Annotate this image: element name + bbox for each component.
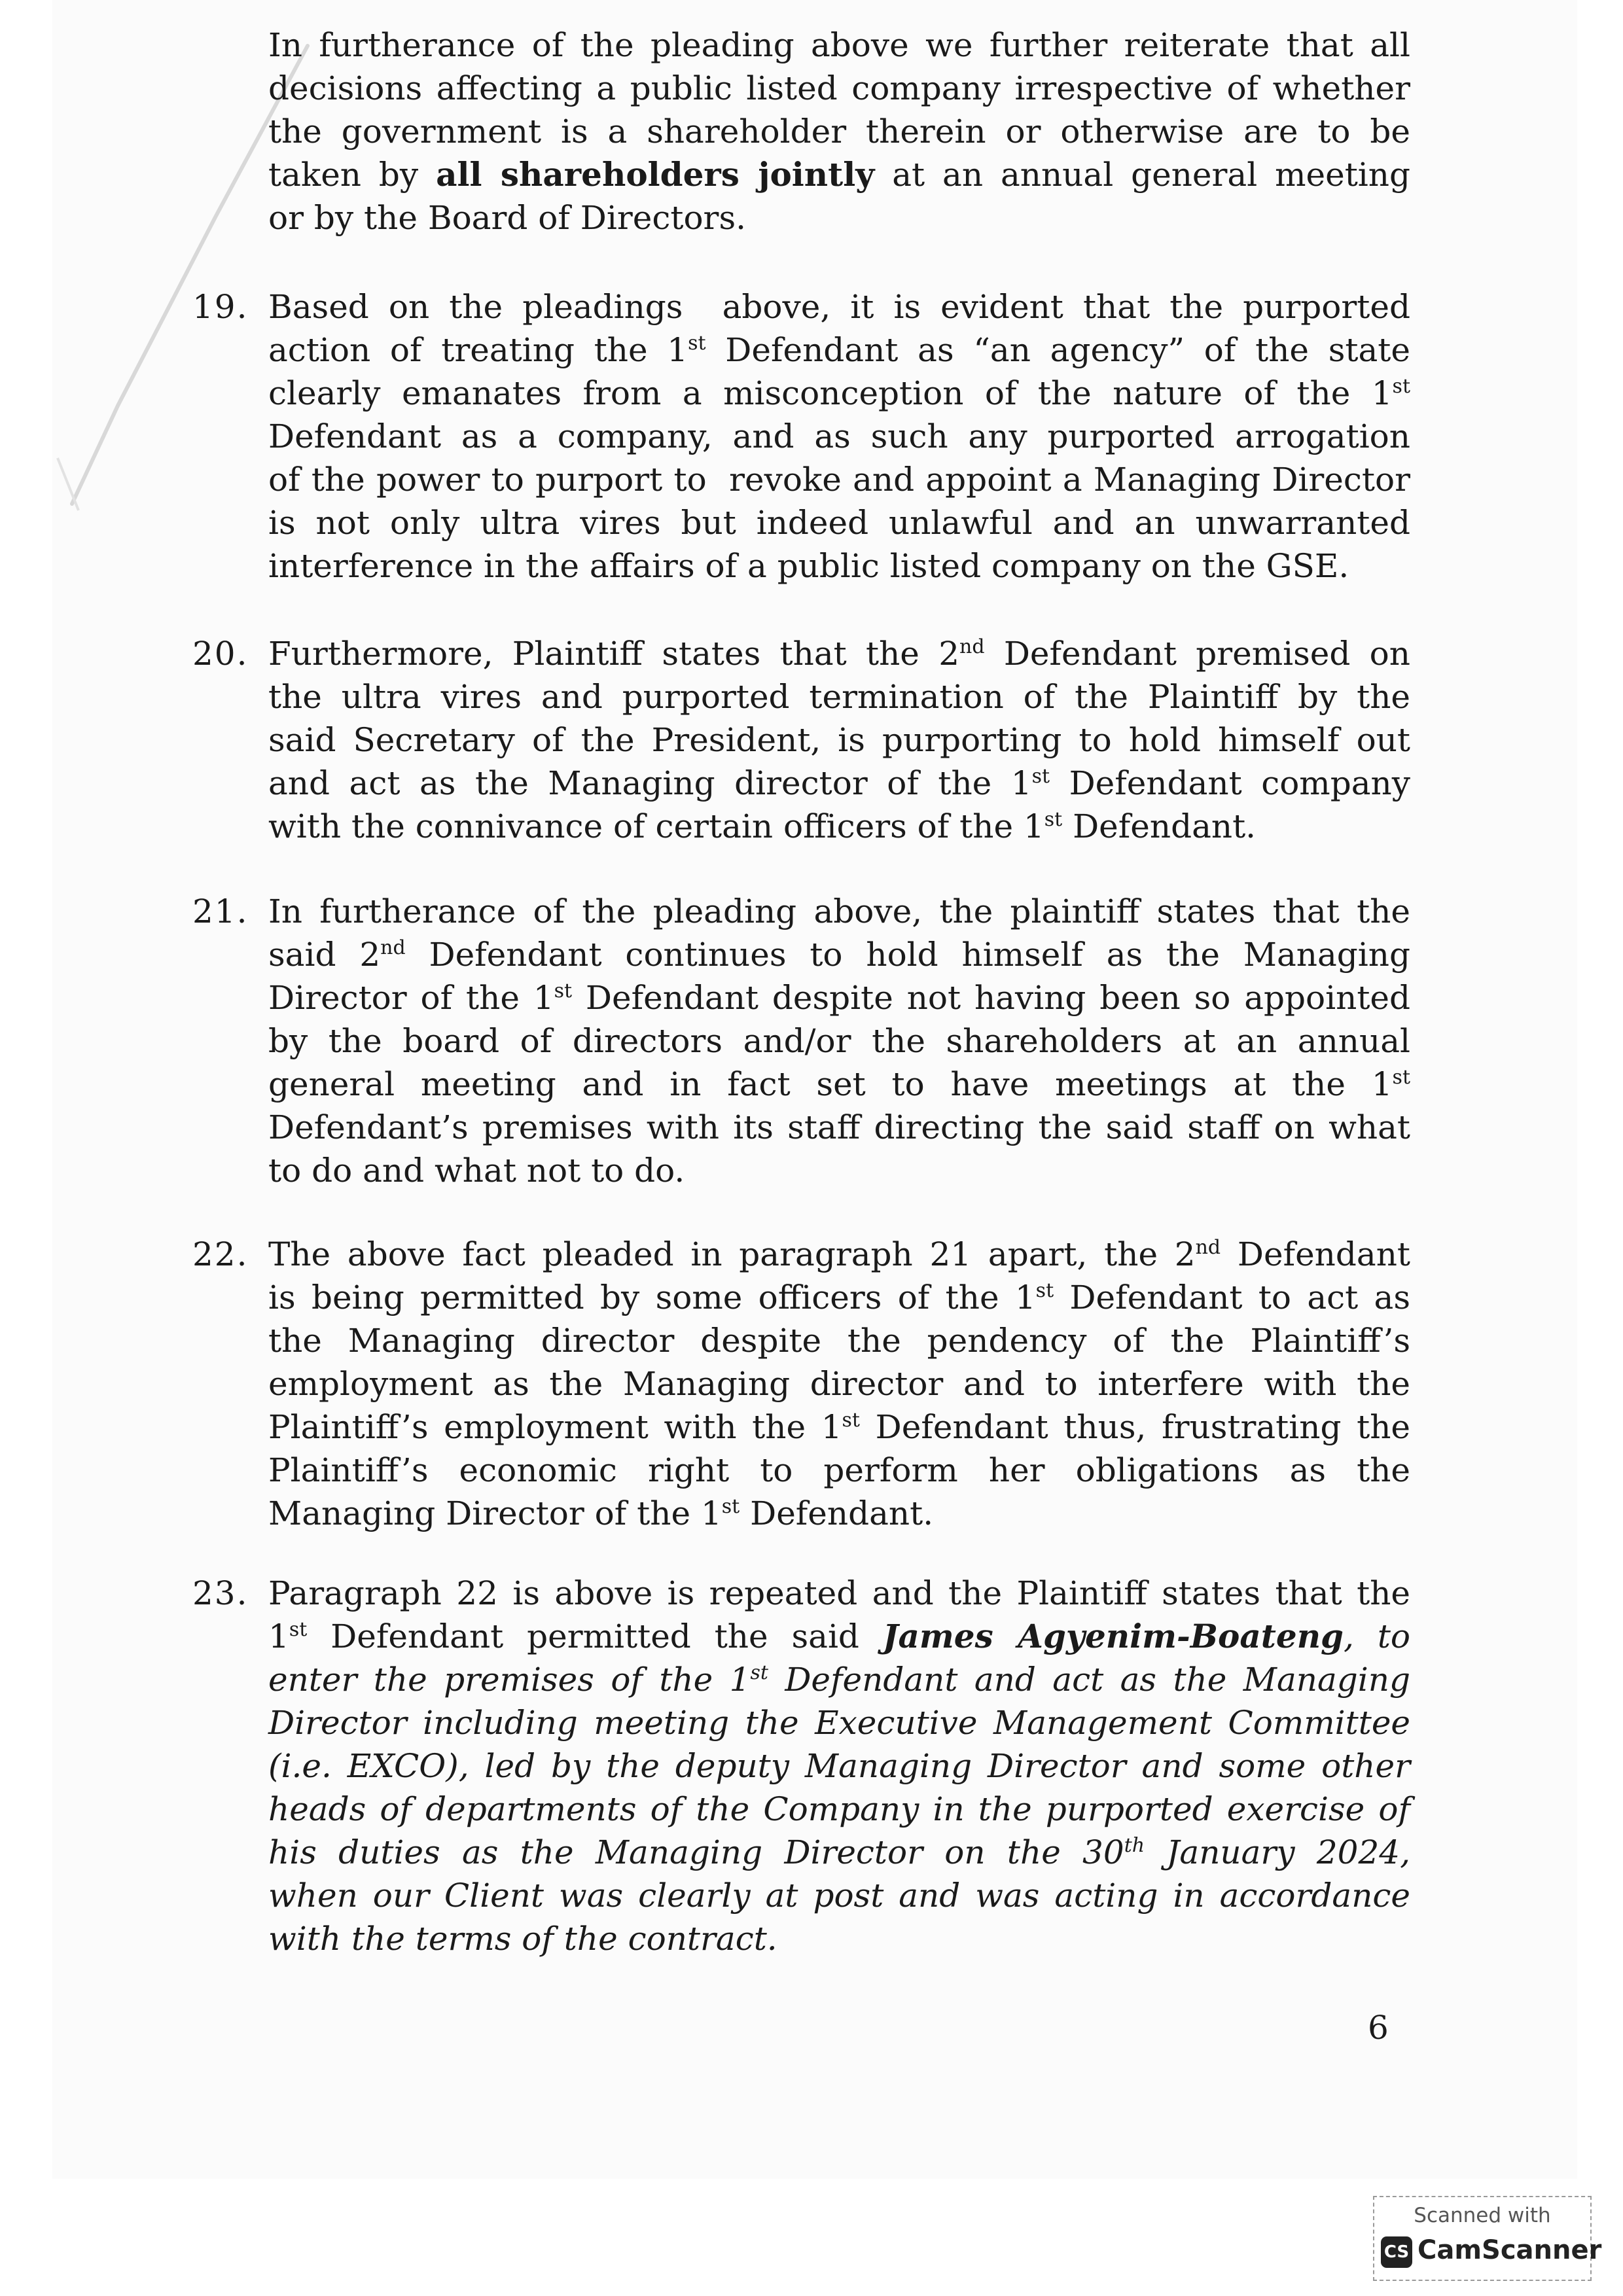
text-run: In furtherance of the pleading above, the plaintiff states that the [268,892,1410,930]
text-run: 1 [268,1617,289,1655]
paragraph-number: 23. [192,1574,249,1612]
text-run: all shareholders jointly [436,155,875,194]
text-line [268,976,1410,1019]
text-line [268,933,1410,976]
text-run: st [721,1495,740,1518]
text-line [268,1233,1410,1276]
text-line [268,153,1410,196]
text-run: is being permitted by some officers of the 1 [268,1279,1036,1316]
text-run: Defendant thus, frustrating the [859,1408,1410,1446]
text-run: with the connivance of certain officers of the 1 [268,807,1044,845]
text-line [268,1019,1410,1063]
text-run: employment as the Managing director and to interfere with the [268,1365,1410,1403]
text-run: and act as the Managing director of the 1 [268,764,1032,802]
text-line [268,1874,1410,1917]
text-run: said Secretary of the President, is purporting to hold himself out [268,721,1410,759]
text-run: Managing Director of the 1 [268,1494,722,1532]
text-run: nd [1195,1236,1221,1259]
text-line [268,1492,1410,1535]
paragraph-continued [268,24,1410,239]
text-line [268,110,1410,153]
text-line [268,67,1410,110]
text-run: Plaintiff’s employment with the 1 [268,1408,842,1446]
text-run: said 2 [268,936,381,974]
paragraph-number: 20. [192,635,249,673]
text-run: Defendant. [1062,807,1257,845]
text-run: Director including meeting the Executive Management Committee [268,1704,1410,1742]
text-run: Defendant and act as the Managing [768,1661,1411,1699]
paragraph-number: 22. [192,1235,249,1273]
text-line [268,675,1410,718]
text-run: with the terms of the contract. [268,1920,777,1958]
paragraph-22 [192,1233,1411,1535]
text-line [268,762,1410,805]
text-run: of the power to purport to revoke and appoint a Managing Director [268,461,1410,499]
text-line [268,285,1410,328]
text-line [268,1405,1410,1449]
text-run: or by the Board of Directors. [268,199,747,237]
text-run: st [842,1409,860,1432]
text-line [268,1063,1410,1106]
camscanner-logo-icon: CS [1381,2236,1412,2268]
watermark-caption: Scanned with [1414,2204,1551,2227]
text-line [268,1106,1410,1149]
text-run: st [1044,808,1063,831]
text-run: st [1392,375,1410,398]
text-run: taken by [268,156,437,194]
camscanner-watermark [1373,2196,1602,2281]
text-line [268,1362,1410,1405]
text-run: the Managing director despite the pendency of the Plaintiff’s [268,1322,1410,1360]
text-run: nd [380,936,406,959]
paragraph-20 [192,632,1410,848]
text-line [268,458,1410,501]
text-run: enter the premises of the 1 [268,1661,751,1699]
text-line [268,196,1410,239]
text-run: Plaintiff’s economic right to perform her obligations as the [268,1451,1410,1489]
text-run: clearly emanates from a misconception of the nature of the 1 [268,374,1393,412]
text-line [268,372,1410,415]
text-line [268,890,1410,933]
text-run: Defendant permitted the said [307,1617,883,1655]
text-run: is not only ultra vires but indeed unlawful and an unwarranted [268,504,1410,542]
text-run: the government is a shareholder therein or otherwise are to be [268,113,1410,150]
text-run: general meeting and in fact set to have meetings at the 1 [268,1065,1393,1103]
text-run: , to [1344,1617,1411,1655]
text-run: action of treating the 1 [268,331,688,369]
text-run: Defendant’s premises with its staff directing the said staff on what [268,1108,1410,1146]
text-run: Director of the 1 [268,979,554,1017]
text-run: Furthermore, Plaintiff states that the 2 [268,635,960,673]
text-line [268,1149,1410,1192]
paragraph-number: 19. [192,288,249,326]
text-line [268,1276,1410,1319]
text-line [268,805,1410,848]
text-line [268,1917,1410,1960]
text-run: Defendant despite not having been so appointed [572,979,1411,1017]
text-run: Defendant. [740,1494,934,1532]
watermark-brand: CamScanner [1418,2235,1602,2265]
text-run: st [554,980,573,1002]
text-line [268,328,1410,372]
text-run: st [750,1661,768,1684]
text-run: Defendant to act as [1054,1279,1411,1316]
text-line [268,1831,1410,1874]
text-line [268,1572,1410,1615]
paragraph-number: 21. [192,892,249,930]
text-line [268,24,1410,67]
text-line [268,632,1410,675]
text-line [268,1615,1410,1658]
text-run: st [688,332,706,355]
text-run: Defendant premised on [984,635,1410,673]
text-run: Paragraph 22 is above is repeated and the Plaintiff states that the [268,1574,1410,1612]
text-run: Defendant continues to hold himself as the Managing [405,936,1410,974]
text-run: (i.e. EXCO), led by the deputy Managing Director and some other [268,1747,1410,1785]
text-run: The above fact pleaded in paragraph 21 apart, the 2 [268,1235,1196,1273]
text-run: decisions affecting a public listed company irrespective of whether [268,69,1410,107]
text-line [268,1449,1410,1492]
text-run: Defendant as a company, and as such any purported arrogation [268,417,1410,455]
text-line [268,1788,1410,1831]
text-line [268,1319,1410,1362]
text-run: st [1035,1279,1054,1302]
text-run: to do and what not to do. [268,1152,685,1190]
text-run: Defendant as “an agency” of the state [705,331,1410,369]
text-line [268,718,1410,762]
paragraph-21 [192,890,1411,1192]
text-run: st [1392,1066,1410,1089]
text-run: heads of departments of the Company in the purported exercise of [268,1790,1410,1828]
text-run: James Agyenim-Boateng [882,1617,1344,1655]
text-run: when our Client was clearly at post and was acting in accordance [268,1877,1410,1915]
text-run: at an annual general meeting [874,156,1410,194]
text-run: his duties as the Managing Director on the 30 [268,1833,1124,1871]
text-run: Based on the pleadings above, it is evident that the purported [268,288,1410,326]
page-number: 6 [1368,2009,1389,2047]
text-run: January 2024, [1145,1833,1410,1871]
paragraph-23 [192,1572,1411,1960]
text-line [268,415,1410,458]
text-run: interference in the affairs of a public listed company on the GSE. [268,547,1349,585]
text-run: Defendant [1221,1235,1410,1273]
text-run: th [1124,1834,1145,1857]
text-run: nd [959,635,985,658]
text-run: st [289,1618,308,1641]
text-line [268,544,1410,588]
text-line [268,1658,1410,1701]
text-run: the ultra vires and purported termination of the Plaintiff by the [268,678,1410,716]
text-run: by the board of directors and/or the shareholders at an annual [268,1022,1410,1060]
text-line [268,1701,1410,1744]
text-run: In furtherance of the pleading above we further reiterate that all [268,26,1410,64]
text-run: st [1031,765,1050,788]
text-line [268,1744,1410,1788]
text-run: Defendant company [1050,764,1410,802]
paragraph-19 [192,285,1410,588]
text-line [268,501,1410,544]
